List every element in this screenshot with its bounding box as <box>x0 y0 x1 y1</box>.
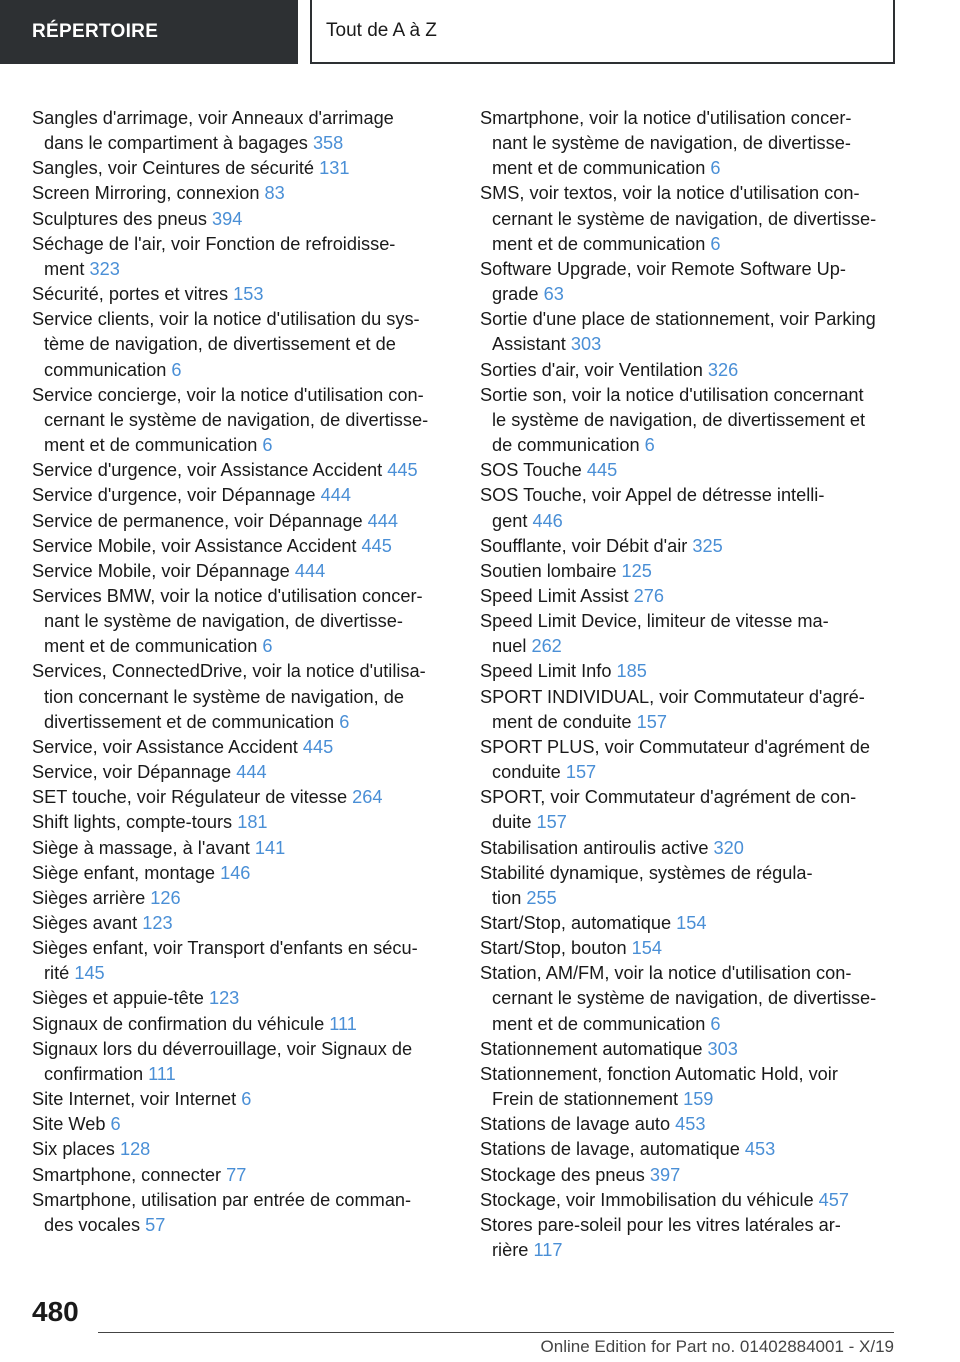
page-reference-link[interactable]: 126 <box>150 887 181 908</box>
index-entry <box>480 383 900 458</box>
index-entry-label: SOS Touche <box>480 460 587 481</box>
page-reference-link[interactable]: 117 <box>533 1240 563 1261</box>
index-entry-label: Soutien lombaire <box>480 560 622 581</box>
index-entry-text: Sortie d'une place de stationnement, voir Parking <box>480 309 876 330</box>
index-entry-label: Speed Limit Assist <box>480 585 634 606</box>
index-entry-text <box>44 634 452 659</box>
page-reference-link[interactable]: 264 <box>352 787 383 808</box>
index-entry-text <box>480 911 900 936</box>
page-reference-link[interactable]: 445 <box>387 460 418 481</box>
index-entry-text: nant le système de navigation, de divertisse- <box>492 133 851 154</box>
index-entry <box>480 911 900 936</box>
index-entry-text <box>32 1112 452 1137</box>
page-reference-link[interactable]: 157 <box>565 762 597 783</box>
index-entry-text <box>32 282 452 307</box>
index-entry-text: Smartphone, utilisation par entrée de comman- <box>32 1189 412 1210</box>
index-entry-label: Service d'urgence, voir Assistance Accident <box>32 460 388 481</box>
page-header <box>0 0 960 66</box>
index-entry-label: Shift lights, compte-tours <box>32 812 238 833</box>
index-entry-label: Service, voir Dépannage <box>32 762 237 783</box>
index-entry <box>32 659 452 734</box>
index-entry-text <box>32 1012 452 1037</box>
page-reference-link[interactable]: 6 <box>339 711 350 732</box>
page-reference-link[interactable]: 453 <box>675 1114 706 1135</box>
index-entry-label: Sécurité, portes et vitres <box>32 284 234 305</box>
index-entry-label: Assistant <box>492 334 571 355</box>
index-entry-text <box>480 584 900 609</box>
page-reference-link[interactable]: 83 <box>264 183 285 204</box>
index-entry-text: SPORT, voir Commutateur d'agrément de con- <box>480 787 857 808</box>
index-entry-text <box>32 458 452 483</box>
page-reference-link[interactable]: 446 <box>532 510 563 531</box>
index-entry-label: Soufflante, voir Débit d'air <box>480 535 693 556</box>
index-entry-label: ment et de communication <box>44 435 263 456</box>
index-entry <box>32 1163 452 1188</box>
page-reference-link[interactable]: 6 <box>710 1013 721 1034</box>
index-entry-text: cernant le système de navigation, de divertisse- <box>492 208 877 229</box>
index-entry-label: ment <box>44 258 90 279</box>
index-entry <box>480 1163 900 1188</box>
index-entry <box>32 207 452 232</box>
index-entry-text <box>492 1012 900 1037</box>
index-entry <box>32 836 452 861</box>
page-reference-link[interactable]: 457 <box>818 1189 850 1210</box>
index-entry-label: Sangles, voir Ceintures de sécurité <box>32 158 320 179</box>
index-entry <box>32 307 452 382</box>
page-reference-link[interactable]: 394 <box>211 208 243 229</box>
index-entry <box>32 282 452 307</box>
index-entry <box>32 936 452 986</box>
index-entry-text <box>32 483 452 508</box>
index-entry-text: tème de navigation, de divertissement et de <box>44 334 396 355</box>
index-entry-text <box>492 1238 900 1263</box>
index-entry <box>32 458 452 483</box>
page-reference-link[interactable]: 154 <box>676 913 707 933</box>
index-entry-label: Sièges et appuie-tête <box>32 988 209 1009</box>
index-entry-text <box>492 433 900 458</box>
index-entry-label: Start/Stop, automatique <box>480 913 677 933</box>
index-entry-text <box>492 760 900 785</box>
index-entry-label: ment et de communication <box>492 158 711 179</box>
index-entry <box>480 458 900 483</box>
index-entry <box>32 810 452 835</box>
index-entry-text <box>32 559 452 584</box>
index-entry-text <box>32 1137 452 1162</box>
index-entry-label: Service de permanence, voir Dépannage <box>32 510 368 531</box>
index-entry <box>480 836 900 861</box>
page-reference-link[interactable]: 159 <box>683 1089 714 1110</box>
index-entry-text: Services BMW, voir la notice d'utilisation concer- <box>32 585 423 606</box>
index-entry <box>480 785 900 835</box>
page-reference-link[interactable]: 6 <box>110 1114 121 1135</box>
index-entry <box>480 584 900 609</box>
index-entry <box>480 483 900 533</box>
index-entry <box>480 307 900 357</box>
index-entry <box>32 383 452 458</box>
index-entry-label: Site Web <box>32 1114 111 1135</box>
index-entry-text <box>492 634 900 659</box>
page-reference-link[interactable]: 111 <box>148 1063 176 1084</box>
index-entry <box>480 659 900 684</box>
index-entry-text: tion concernant le système de navigation, de <box>44 686 404 707</box>
index-entry-text <box>44 1213 452 1238</box>
index-entry-label: nuel <box>492 636 532 657</box>
index-entry <box>32 1188 452 1238</box>
index-entry-text: SMS, voir textos, voir la notice d'utilisation con- <box>480 183 860 204</box>
index-entry-label: Siège enfant, montage <box>32 862 221 883</box>
index-entry-text: cernant le système de navigation, de divertisse- <box>492 988 877 1009</box>
page-reference-link[interactable]: 303 <box>570 334 602 355</box>
page-reference-link[interactable]: 77 <box>226 1164 247 1185</box>
index-entry-text <box>492 886 900 911</box>
index-entry-label: Stations de lavage, automatique <box>480 1139 745 1160</box>
page-reference-link[interactable]: 111 <box>329 1013 357 1034</box>
page-reference-link[interactable]: 145 <box>74 963 105 984</box>
index-entry <box>480 106 900 181</box>
index-entry <box>32 1037 452 1087</box>
index-entry-label: rité <box>44 963 75 984</box>
index-entry-text <box>44 257 452 282</box>
index-entry <box>32 785 452 810</box>
page-reference-link[interactable]: 6 <box>710 233 721 254</box>
page-reference-link[interactable]: 453 <box>744 1139 776 1160</box>
index-entry-label: Sièges avant <box>32 913 143 933</box>
index-entry-label: Start/Stop, bouton <box>480 938 632 959</box>
index-entry-text: Signaux lors du déverrouillage, voir Signaux de <box>32 1038 413 1059</box>
index-entry <box>32 1087 452 1112</box>
index-entry-label: Service Mobile, voir Dépannage <box>32 560 295 581</box>
index-entry-text: nant le système de navigation, de divertisse- <box>44 611 403 632</box>
index-entry <box>480 685 900 735</box>
index-entry-label: de communication <box>492 435 645 456</box>
index-entry-text <box>32 207 452 232</box>
index-entry-text <box>492 1087 900 1112</box>
index-entry-text: Stores pare-soleil pour les vitres latérales ar- <box>480 1214 841 1235</box>
index-entry <box>32 986 452 1011</box>
page-reference-link[interactable]: 445 <box>302 736 334 757</box>
index-entry-text: Stationnement, fonction Automatic Hold, voir <box>480 1063 838 1084</box>
page-reference-link[interactable]: 276 <box>633 585 665 606</box>
index-entry-text: Sièges enfant, voir Transport d'enfants en sécu- <box>32 938 418 959</box>
index-entry-text <box>32 534 452 559</box>
index-entry-text <box>44 433 452 458</box>
index-entry-text <box>480 1137 900 1162</box>
index-entry-label: Signaux de confirmation du véhicule <box>32 1013 330 1034</box>
index-entry-text <box>44 358 452 383</box>
page-reference-link[interactable]: 444 <box>320 485 351 506</box>
index-entry <box>32 911 452 936</box>
index-entry-text <box>32 911 452 936</box>
index-entry <box>32 735 452 760</box>
index-entry-text <box>480 1188 900 1213</box>
page-reference-link[interactable]: 157 <box>536 812 567 833</box>
index-entry-label: Screen Mirroring, connexion <box>32 183 265 204</box>
index-entry-label: communication <box>44 359 172 380</box>
index-entry <box>480 358 900 383</box>
index-entry <box>480 1213 900 1263</box>
page-reference-link[interactable]: 123 <box>142 913 173 933</box>
index-column-right <box>480 106 900 1263</box>
index-entry-text <box>44 1062 452 1087</box>
index-entry-text <box>44 710 452 735</box>
index-entry <box>32 483 452 508</box>
index-entry <box>480 735 900 785</box>
index-entry <box>32 106 452 156</box>
index-entry <box>480 936 900 961</box>
index-entry-label: Stabilisation antiroulis active <box>480 837 714 858</box>
index-entry-label: Stockage, voir Immobilisation du véhicule <box>480 1189 819 1210</box>
index-entry-text <box>492 232 900 257</box>
index-entry-text <box>480 1037 900 1062</box>
page-reference-link[interactable]: 303 <box>707 1038 738 1059</box>
index-entry-text: Stabilité dynamique, systèmes de régula- <box>480 862 813 883</box>
index-entry-label: Service d'urgence, voir Dépannage <box>32 485 321 506</box>
section-tab: RÉPERTOIRE <box>0 0 298 64</box>
index-entry-label: Stockage des pneus <box>480 1164 650 1185</box>
index-entry-label: conduite <box>492 762 566 783</box>
index-entry-text <box>32 785 452 810</box>
index-entry <box>32 1137 452 1162</box>
index-entry-text: Service clients, voir la notice d'utilisation du sys- <box>32 309 420 330</box>
page-reference-link[interactable]: 444 <box>294 560 326 581</box>
index-entry-text <box>480 559 900 584</box>
index-entry-text <box>32 810 452 835</box>
page-number: 480 <box>32 1296 79 1327</box>
index-entry-text <box>492 509 900 534</box>
page-reference-link[interactable]: 325 <box>692 535 723 556</box>
index-entry-text: Software Upgrade, voir Remote Software Up- <box>480 258 846 279</box>
page-reference-link[interactable]: 262 <box>531 636 562 657</box>
index-entry-label: ment et de communication <box>492 1013 711 1034</box>
page-reference-link[interactable]: 154 <box>631 938 663 959</box>
index-entry-text: SPORT PLUS, voir Commutateur d'agrément de <box>480 736 870 757</box>
index-entry <box>32 559 452 584</box>
index-entry-text <box>480 659 900 684</box>
index-entry <box>480 1062 900 1112</box>
index-entry <box>480 961 900 1036</box>
index-entry-label: Sculptures des pneus <box>32 208 212 229</box>
page-reference-link[interactable]: 141 <box>254 837 286 858</box>
index-entry <box>480 559 900 584</box>
index-entry-label: Site Internet, voir Internet <box>32 1089 242 1110</box>
index-entry-text <box>480 534 900 559</box>
page-reference-link[interactable]: 153 <box>233 284 264 305</box>
index-entry-text <box>480 836 900 861</box>
index-entry-label: ment de conduite <box>492 711 637 732</box>
index-entry-label: Stations de lavage auto <box>480 1114 676 1135</box>
page-reference-link[interactable]: 146 <box>220 862 251 883</box>
index-entry-text: Smartphone, voir la notice d'utilisation concer- <box>480 108 852 128</box>
index-entry-text <box>492 332 900 357</box>
index-entry-label: ment et de communication <box>492 233 711 254</box>
index-entry-text: Station, AM/FM, voir la notice d'utilisation con- <box>480 963 852 984</box>
page-reference-link[interactable]: 6 <box>262 636 273 657</box>
index-entry-text <box>480 936 900 961</box>
page-reference-link[interactable]: 6 <box>644 435 655 456</box>
index-entry-label: Smartphone, connecter <box>32 1164 227 1185</box>
page-reference-link[interactable]: 326 <box>707 359 739 380</box>
page-reference-link[interactable]: 444 <box>367 510 399 531</box>
index-entry-text <box>44 131 452 156</box>
index-entry-text <box>32 735 452 760</box>
index-entry <box>32 509 452 534</box>
index-entry-text <box>32 1087 452 1112</box>
index-entry-label: ment et de communication <box>44 636 263 657</box>
page-reference-link[interactable]: 131 <box>319 158 350 179</box>
page-reference-link[interactable]: 320 <box>713 837 744 858</box>
index-entry <box>32 1012 452 1037</box>
index-entry <box>480 1137 900 1162</box>
index-entry-text: cernant le système de navigation, de divertisse- <box>44 409 429 430</box>
index-entry-text: Sortie son, voir la notice d'utilisation concernant <box>480 384 864 405</box>
page-reference-link[interactable]: 125 <box>621 560 652 581</box>
index-entry <box>480 1112 900 1137</box>
page-reference-link[interactable]: 358 <box>312 133 344 154</box>
index-entry <box>480 861 900 911</box>
index-entry-text: Services, ConnectedDrive, voir la notice d'utilisa- <box>32 661 426 682</box>
index-entry <box>480 609 900 659</box>
index-entry-text <box>32 156 452 181</box>
index-entry <box>480 181 900 256</box>
index-entry <box>32 181 452 206</box>
index-entry <box>32 584 452 659</box>
index-entry-text <box>32 1163 452 1188</box>
index-entry-label: dans le compartiment à bagages <box>44 133 313 154</box>
page-reference-link[interactable]: 63 <box>543 284 564 305</box>
page-reference-link[interactable]: 6 <box>710 158 721 179</box>
index-entry-label: Service Mobile, voir Assistance Accident <box>32 535 362 556</box>
index-entry <box>480 1188 900 1213</box>
index-entry-text <box>32 836 452 861</box>
index-entry-label: Sièges arrière <box>32 887 151 908</box>
index-entry <box>480 534 900 559</box>
index-entry <box>480 1037 900 1062</box>
page-reference-link[interactable]: 445 <box>586 460 618 481</box>
index-entry-label: SET touche, voir Régulateur de vitesse <box>32 787 353 808</box>
page-reference-link[interactable]: 185 <box>616 661 647 682</box>
index-entry-label: des vocales <box>44 1214 146 1235</box>
index-entry-text <box>492 810 900 835</box>
index-entry-text: Service concierge, voir la notice d'utilisation con- <box>32 384 424 405</box>
index-entry-label: Frein de stationnement <box>492 1089 684 1110</box>
index-entry-label: Sorties d'air, voir Ventilation <box>480 359 708 380</box>
chapter-title: Tout de A à Z <box>310 0 895 64</box>
index-entry-text <box>492 156 900 181</box>
index-entry-text <box>44 961 452 986</box>
index-entry-text <box>492 710 900 735</box>
index-entry-text <box>480 1112 900 1137</box>
index-entry-text <box>480 1163 900 1188</box>
index-entry-label: confirmation <box>44 1063 149 1084</box>
index-entry <box>32 1112 452 1137</box>
index-entry-text: Speed Limit Device, limiteur de vitesse ma- <box>480 611 829 632</box>
page-reference-link[interactable]: 181 <box>237 812 268 833</box>
index-entry-label: tion <box>492 887 527 908</box>
footer-divider <box>98 1332 894 1333</box>
page-reference-link[interactable]: 445 <box>361 535 392 556</box>
index-entry-label: Speed Limit Info <box>480 661 617 682</box>
page-reference-link[interactable]: 397 <box>649 1164 681 1185</box>
index-entry-text <box>32 886 452 911</box>
page-reference-link[interactable]: 255 <box>526 887 557 908</box>
page-reference-link[interactable]: 444 <box>236 762 267 783</box>
index-entry-text <box>480 458 900 483</box>
index-entry-label: Service, voir Assistance Accident <box>32 736 303 757</box>
index-entry-text <box>492 282 900 307</box>
index-entry <box>480 257 900 307</box>
index-entry-label: Six places <box>32 1139 120 1160</box>
page-reference-link[interactable]: 6 <box>171 359 182 380</box>
index-entry-text <box>32 861 452 886</box>
index-entry <box>32 232 452 282</box>
page-reference-link[interactable]: 57 <box>145 1214 166 1235</box>
index-entry-text: Sangles d'arrimage, voir Anneaux d'arrimage <box>32 108 394 128</box>
index-entry-label: Siège à massage, à l'avant <box>32 837 255 858</box>
index-entry-text: SPORT INDIVIDUAL, voir Commutateur d'agré- <box>480 686 865 707</box>
index-entry-label: divertissement et de communication <box>44 711 340 732</box>
index-entry-text <box>32 509 452 534</box>
index-entry-text: SOS Touche, voir Appel de détresse intelli- <box>480 485 825 506</box>
page-reference-link[interactable]: 128 <box>119 1139 151 1160</box>
index-entry-text <box>32 181 452 206</box>
index-entry <box>32 760 452 785</box>
index-entry-label: Stationnement automatique <box>480 1038 708 1059</box>
index-entry <box>32 886 452 911</box>
page-reference-link[interactable]: 6 <box>262 435 273 456</box>
page-reference-link[interactable]: 157 <box>636 711 667 732</box>
index-entry-text <box>32 986 452 1011</box>
index-entry-text <box>32 760 452 785</box>
index-entry-text: le système de navigation, de divertissement et <box>492 409 866 430</box>
page-reference-link[interactable]: 123 <box>208 988 240 1009</box>
index-entry-label: duite <box>492 812 537 833</box>
index-entry-text <box>480 358 900 383</box>
index-entry-label: grade <box>492 284 544 305</box>
index-entry-label: rière <box>492 1240 534 1261</box>
footer-edition: Online Edition for Part no. 01402884001 - X/19 <box>540 1337 894 1356</box>
page-reference-link[interactable]: 6 <box>241 1089 252 1110</box>
index-column-left <box>32 106 452 1238</box>
index-entry <box>32 156 452 181</box>
index-entry <box>32 534 452 559</box>
index-entry-text: Séchage de l'air, voir Fonction de refroidisse- <box>32 233 396 254</box>
index-entry <box>32 861 452 886</box>
page-reference-link[interactable]: 323 <box>89 258 120 279</box>
index-entry-label: gent <box>492 510 533 531</box>
